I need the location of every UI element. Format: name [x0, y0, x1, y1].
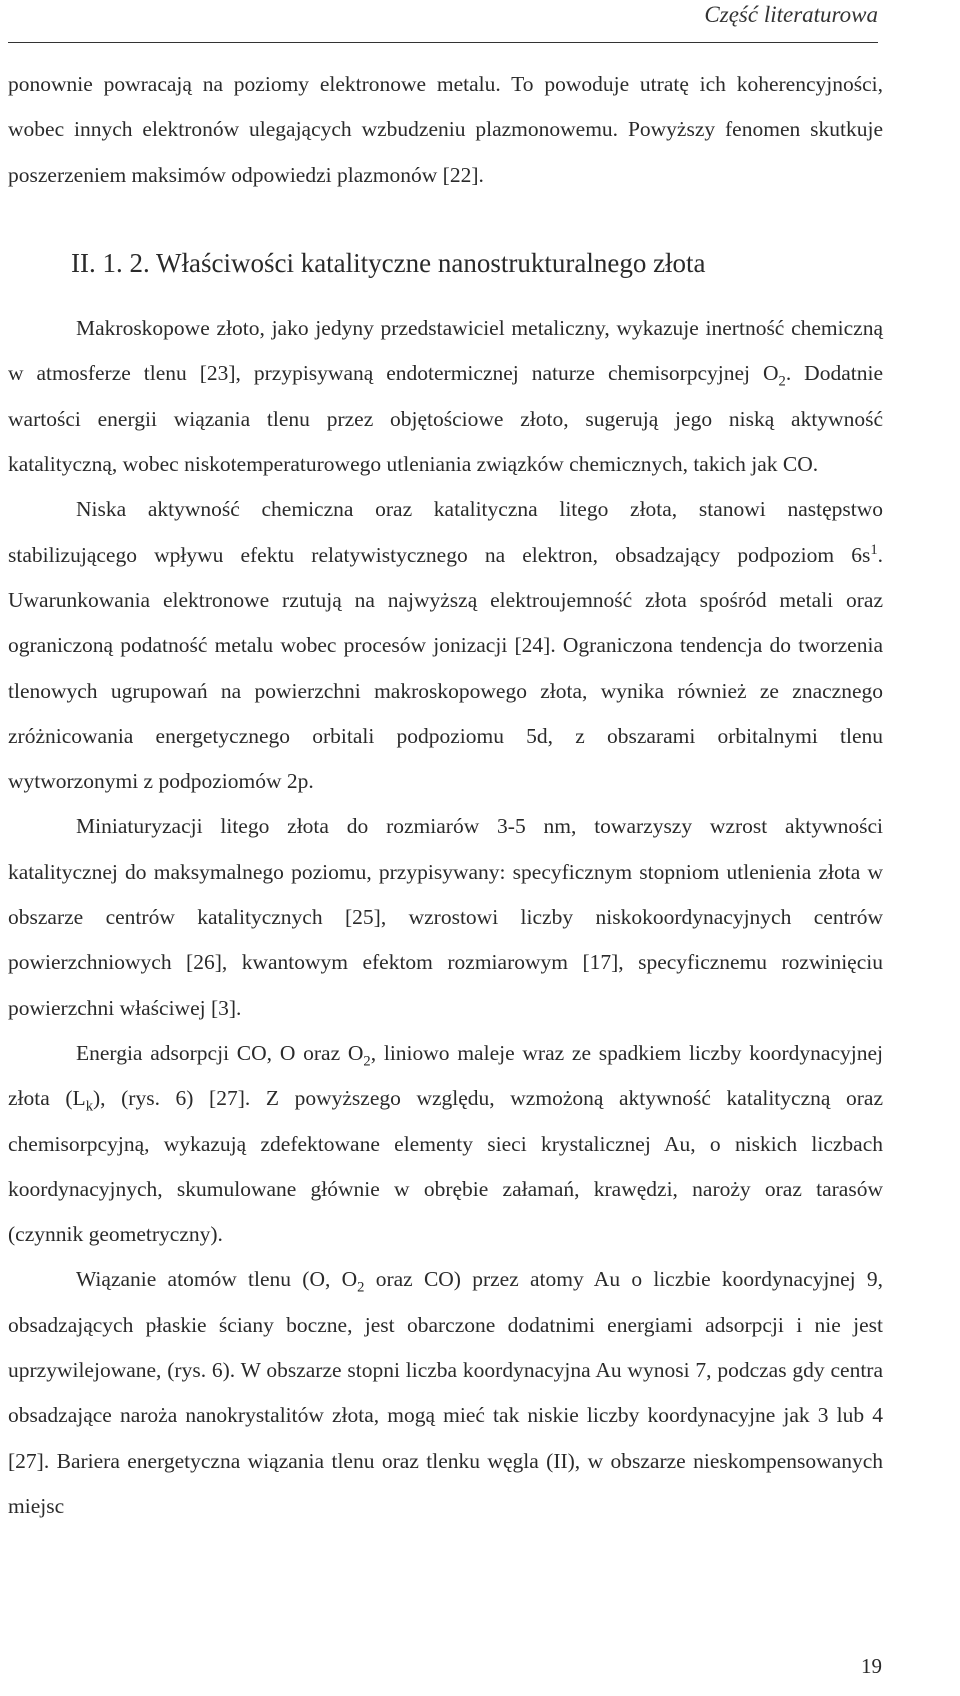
paragraph-text	[8, 306, 883, 487]
paragraph-1	[8, 306, 883, 487]
subscript: 2	[778, 373, 786, 390]
subscript: 2	[363, 1053, 371, 1070]
superscript: 1	[870, 541, 878, 558]
text-run: oraz CO) przez atomy Au o liczbie koordynacyjnej 9, obsadzających płaskie ściany boczne, jest obarczone dodatnimi energiami adsorpcji i nie jest uprzywilejowane, (rys. 6). W obszarze stopni liczba koordynacyjna Au wynosi 7, podczas gdy centra obsadzające naroża nanokrystalitów złota, mogą mieć tak niskie liczby koordynacyjne jak 3 lub 4 [27]. Bariera energetyczna wiązania tlenu oraz tlenku węgla (II), w obszarze nieskompensowanych miejsc	[8, 1267, 883, 1518]
paragraph-text	[8, 804, 883, 1030]
text-run: Niska aktywność chemiczna oraz katalityczna litego złota, stanowi następstwo stabilizującego wpływu efektu relatywistycznego na elektron, obsadzający podpoziom 6s	[8, 497, 883, 567]
page-body	[8, 62, 883, 1529]
text-run: Makroskopowe złoto, jako jedyny przedstawiciel metaliczny, wykazuje inertność chemiczną w atmosferze tlenu [23], przypisywaną endotermicznej naturze chemisorpcyjnej O	[8, 316, 883, 386]
paragraph-0	[8, 62, 883, 198]
text-run: Miniaturyzacji litego złota do rozmiarów 3-5 nm, towarzyszy wzrost aktywności katalitycznej do maksymalnego poziomu, przypisywany: specyficznym stopniom utlenienia złota w obszarze centrów katalitycznych [25], wzrostowi liczby niskokoordynacyjnych centrów powierzchniowych [26], kwantowym efektom rozmiarowym [17], specyficznemu rozwinięciu powierzchni właściwej [3].	[8, 814, 883, 1020]
text-run: ), (rys. 6) [27]. Z powyższego względu, wzmożoną aktywność katalityczną oraz chemisorpcyjną, wykazują zdefektowane elementy sieci krystalicznej Au, o niskich liczbach koordynacyjnych, skumulowane głównie w obrębie załamań, krawędzi, naroży oraz tarasów (czynnik geometryczny).	[8, 1086, 884, 1247]
text-run: , liniowo maleje wraz ze spadkiem liczby koordynacyjnej złota (L	[8, 1040, 883, 1111]
paragraph-text	[8, 1031, 883, 1257]
header-rule	[8, 42, 878, 43]
text-run: ponownie powracają na poziomy elektronowe metalu. To powoduje utratę ich koherencyjności, wobec innych elektronów ulegających wzbudzeniu plazmonowemu. Powyższy fenomen skutkuje poszerzeniem maksimów odpowiedzi plazmonów [22].	[8, 72, 883, 187]
paragraph-5	[8, 1257, 883, 1529]
paragraph-2	[8, 487, 883, 804]
text-run: . Uwarunkowania elektronowe rzutują na najwyższą elektroujemność złota spośród metali oraz ograniczoną podatność metalu wobec procesów jonizacji [24]. Ograniczona tendencja do tworzenia tlenowych ugrupowań na powierzchni makroskopowego złota, wynika również ze znacznego zróżnicowania energetycznego orbitali podpoziomu 5d, z obszarami orbitalnymi tlenu wytworzonymi z podpoziomów 2p.	[8, 542, 883, 794]
page-number: 19	[861, 1654, 882, 1678]
subscript: 2	[357, 1279, 365, 1296]
text-run: . Dodatnie wartości energii wiązania tlenu przez objętościowe złoto, sugerują jego niską aktywność katalityczną, wobec niskotemperaturowego utleniania związków chemicznych, takich jak CO.	[8, 361, 883, 477]
text-run: Energia adsorpcji CO, O oraz O	[76, 1040, 364, 1065]
paragraph-text	[8, 62, 883, 198]
paragraph-3	[8, 804, 883, 1030]
paragraph-4	[8, 1031, 883, 1257]
paragraph-text	[8, 487, 883, 804]
subscript: k	[85, 1098, 93, 1115]
paragraph-text	[8, 1257, 883, 1529]
text-run: Wiązanie atomów tlenu (O, O	[76, 1267, 358, 1292]
running-header-title: Część literaturowa	[704, 2, 878, 27]
section-heading: II. 1. 2. Właściwości katalityczne nanostrukturalnego złota	[71, 247, 706, 278]
